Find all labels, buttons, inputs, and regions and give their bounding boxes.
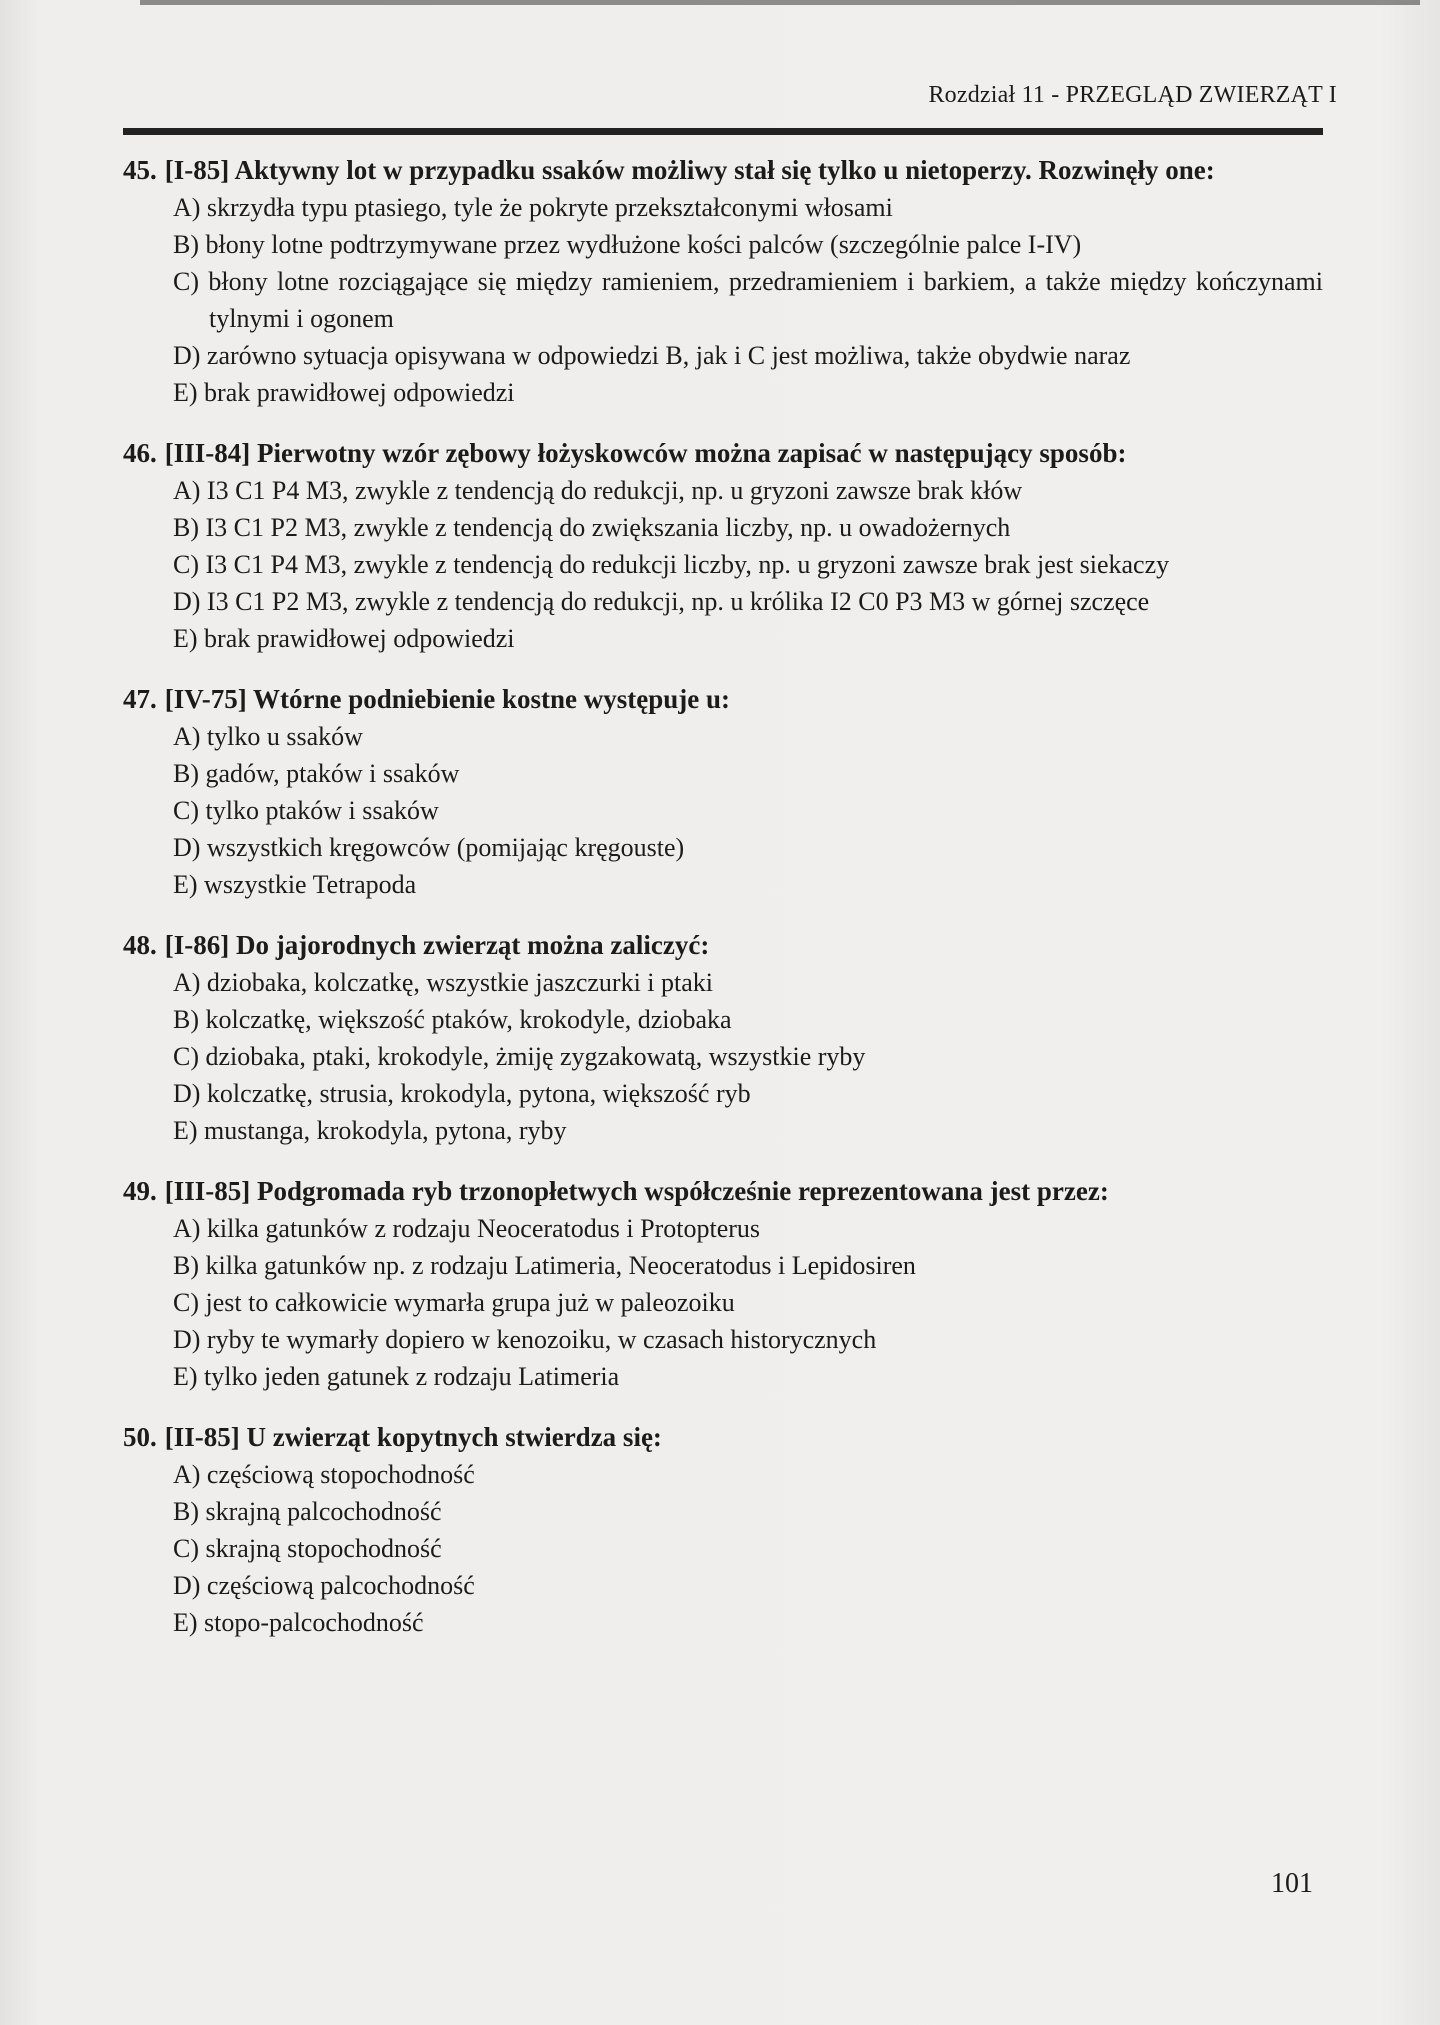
answer-option: D) częściową palcochodność [173, 1571, 475, 1600]
page-number: 101 [1271, 1868, 1313, 1899]
question-code: [I-86] [164, 930, 230, 960]
question-number: 47. [123, 684, 157, 714]
answer-option: E) wszystkie Tetrapoda [173, 870, 417, 899]
question-code: [I-85] [164, 155, 230, 185]
answer-option: B) kilka gatunków np. z rodzaju Latimeria, Neoceratodus i Lepidosiren [173, 1251, 916, 1280]
question-title [123, 681, 1323, 718]
answer-option: E) tylko jeden gatunek z rodzaju Latimeria [173, 1362, 620, 1391]
answer-option: B) błony lotne podtrzymywane przez wydłużone kości palców (szczególnie palce I-IV) [173, 230, 1082, 259]
question-text: Pierwotny wzór zębowy łożyskowców można zapisać w następujący sposób: [257, 438, 1127, 468]
header-rule [123, 128, 1323, 135]
answer-option: B) skrajną palcochodność [173, 1497, 442, 1526]
question-title [123, 927, 1323, 964]
question-title [123, 152, 1323, 189]
question-48 [123, 927, 1323, 1149]
answer-option: E) mustanga, krokodyla, pytona, ryby [173, 1116, 567, 1145]
answer-option: A) częściową stopochodność [173, 1460, 475, 1489]
answer-option: E) brak prawidłowej odpowiedzi [173, 378, 515, 407]
question-number: 50. [123, 1422, 157, 1452]
answer-list [173, 189, 1323, 411]
answer-list [173, 472, 1323, 657]
answer-option: E) brak prawidłowej odpowiedzi [173, 624, 515, 653]
answer-option: D) ryby te wymarły dopiero w kenozoiku, w czasach historycznych [173, 1325, 877, 1354]
question-title [123, 435, 1323, 472]
question-45 [123, 152, 1323, 411]
answer-option: C) tylko ptaków i ssaków [173, 796, 439, 825]
question-text: Aktywny lot w przypadku ssaków możliwy stał się tylko u nietoperzy. Rozwinęły one: [234, 155, 1215, 185]
answer-option: C) I3 C1 P4 M3, zwykle z tendencją do redukcji liczby, np. u gryzoni zawsze brak jest siekaczy [173, 550, 1170, 579]
question-code: [IV-75] [164, 684, 247, 714]
question-46 [123, 435, 1323, 657]
answer-option: A) tylko u ssaków [173, 722, 363, 751]
answer-option: C) skrajną stopochodność [173, 1534, 442, 1563]
question-49 [123, 1173, 1323, 1395]
question-47 [123, 681, 1323, 903]
question-text: Podgromada ryb trzonopłetwych współcześnie reprezentowana jest przez: [257, 1176, 1109, 1206]
answer-option: C) dziobaka, ptaki, krokodyle, żmiję zygzakowatą, wszystkie ryby [173, 1042, 866, 1071]
question-number: 49. [123, 1176, 157, 1206]
answer-option: A) dziobaka, kolczatkę, wszystkie jaszczurki i ptaki [173, 968, 714, 997]
question-number: 46. [123, 438, 157, 468]
question-code: [II-85] [164, 1422, 240, 1452]
answer-list [173, 964, 1323, 1149]
question-number: 45. [123, 155, 157, 185]
scan-top-edge [140, 0, 1420, 5]
answer-option: D) zarówno sytuacja opisywana w odpowiedzi B, jak i C jest możliwa, także obydwie naraz [173, 341, 1131, 370]
question-text: U zwierząt kopytnych stwierdza się: [246, 1422, 662, 1452]
question-text: Wtórne podniebienie kostne występuje u: [253, 684, 731, 714]
answer-option: A) I3 C1 P4 M3, zwykle z tendencją do redukcji, np. u gryzoni zawsze brak kłów [173, 476, 1023, 505]
question-code: [III-84] [164, 438, 251, 468]
answer-option: D) wszystkich kręgowców (pomijając kręgouste) [173, 833, 685, 862]
answer-option: D) kolczatkę, strusia, krokodyla, pytona, większość ryb [173, 1079, 751, 1108]
question-code: [III-85] [164, 1176, 251, 1206]
answer-option: B) I3 C1 P2 M3, zwykle z tendencją do zwiększania liczby, np. u owadożernych [173, 513, 1011, 542]
answer-option: E) stopo-palcochodność [173, 1608, 424, 1637]
answer-list [173, 1210, 1323, 1395]
answer-option: D) I3 C1 P2 M3, zwykle z tendencją do redukcji, np. u królika I2 C0 P3 M3 w górnej szczęce [173, 587, 1150, 616]
answer-list [173, 1456, 1323, 1641]
chapter-header: Rozdział 11 - PRZEGLĄD ZWIERZĄT I [928, 82, 1337, 108]
answer-option: B) gadów, ptaków i ssaków [173, 759, 460, 788]
question-title [123, 1419, 1323, 1456]
question-text: Do jajorodnych zwierząt można zaliczyć: [235, 930, 710, 960]
question-number: 48. [123, 930, 157, 960]
question-50 [123, 1419, 1323, 1641]
answer-option: A) kilka gatunków z rodzaju Neoceratodus i Protopterus [173, 1214, 761, 1243]
question-list [123, 152, 1323, 1665]
question-title [123, 1173, 1323, 1210]
answer-option: B) kolczatkę, większość ptaków, krokodyle, dziobaka [173, 1005, 732, 1034]
answer-option: A) skrzydła typu ptasiego, tyle że pokryte przekształconymi włosami [173, 193, 893, 222]
answer-option: C) błony lotne rozciągające się między ramieniem, przedramieniem i barkiem, a także między kończynami tylnymi i ogonem [173, 267, 1323, 333]
answer-option: C) jest to całkowicie wymarła grupa już w paleozoiku [173, 1288, 735, 1317]
answer-list [173, 718, 1323, 903]
